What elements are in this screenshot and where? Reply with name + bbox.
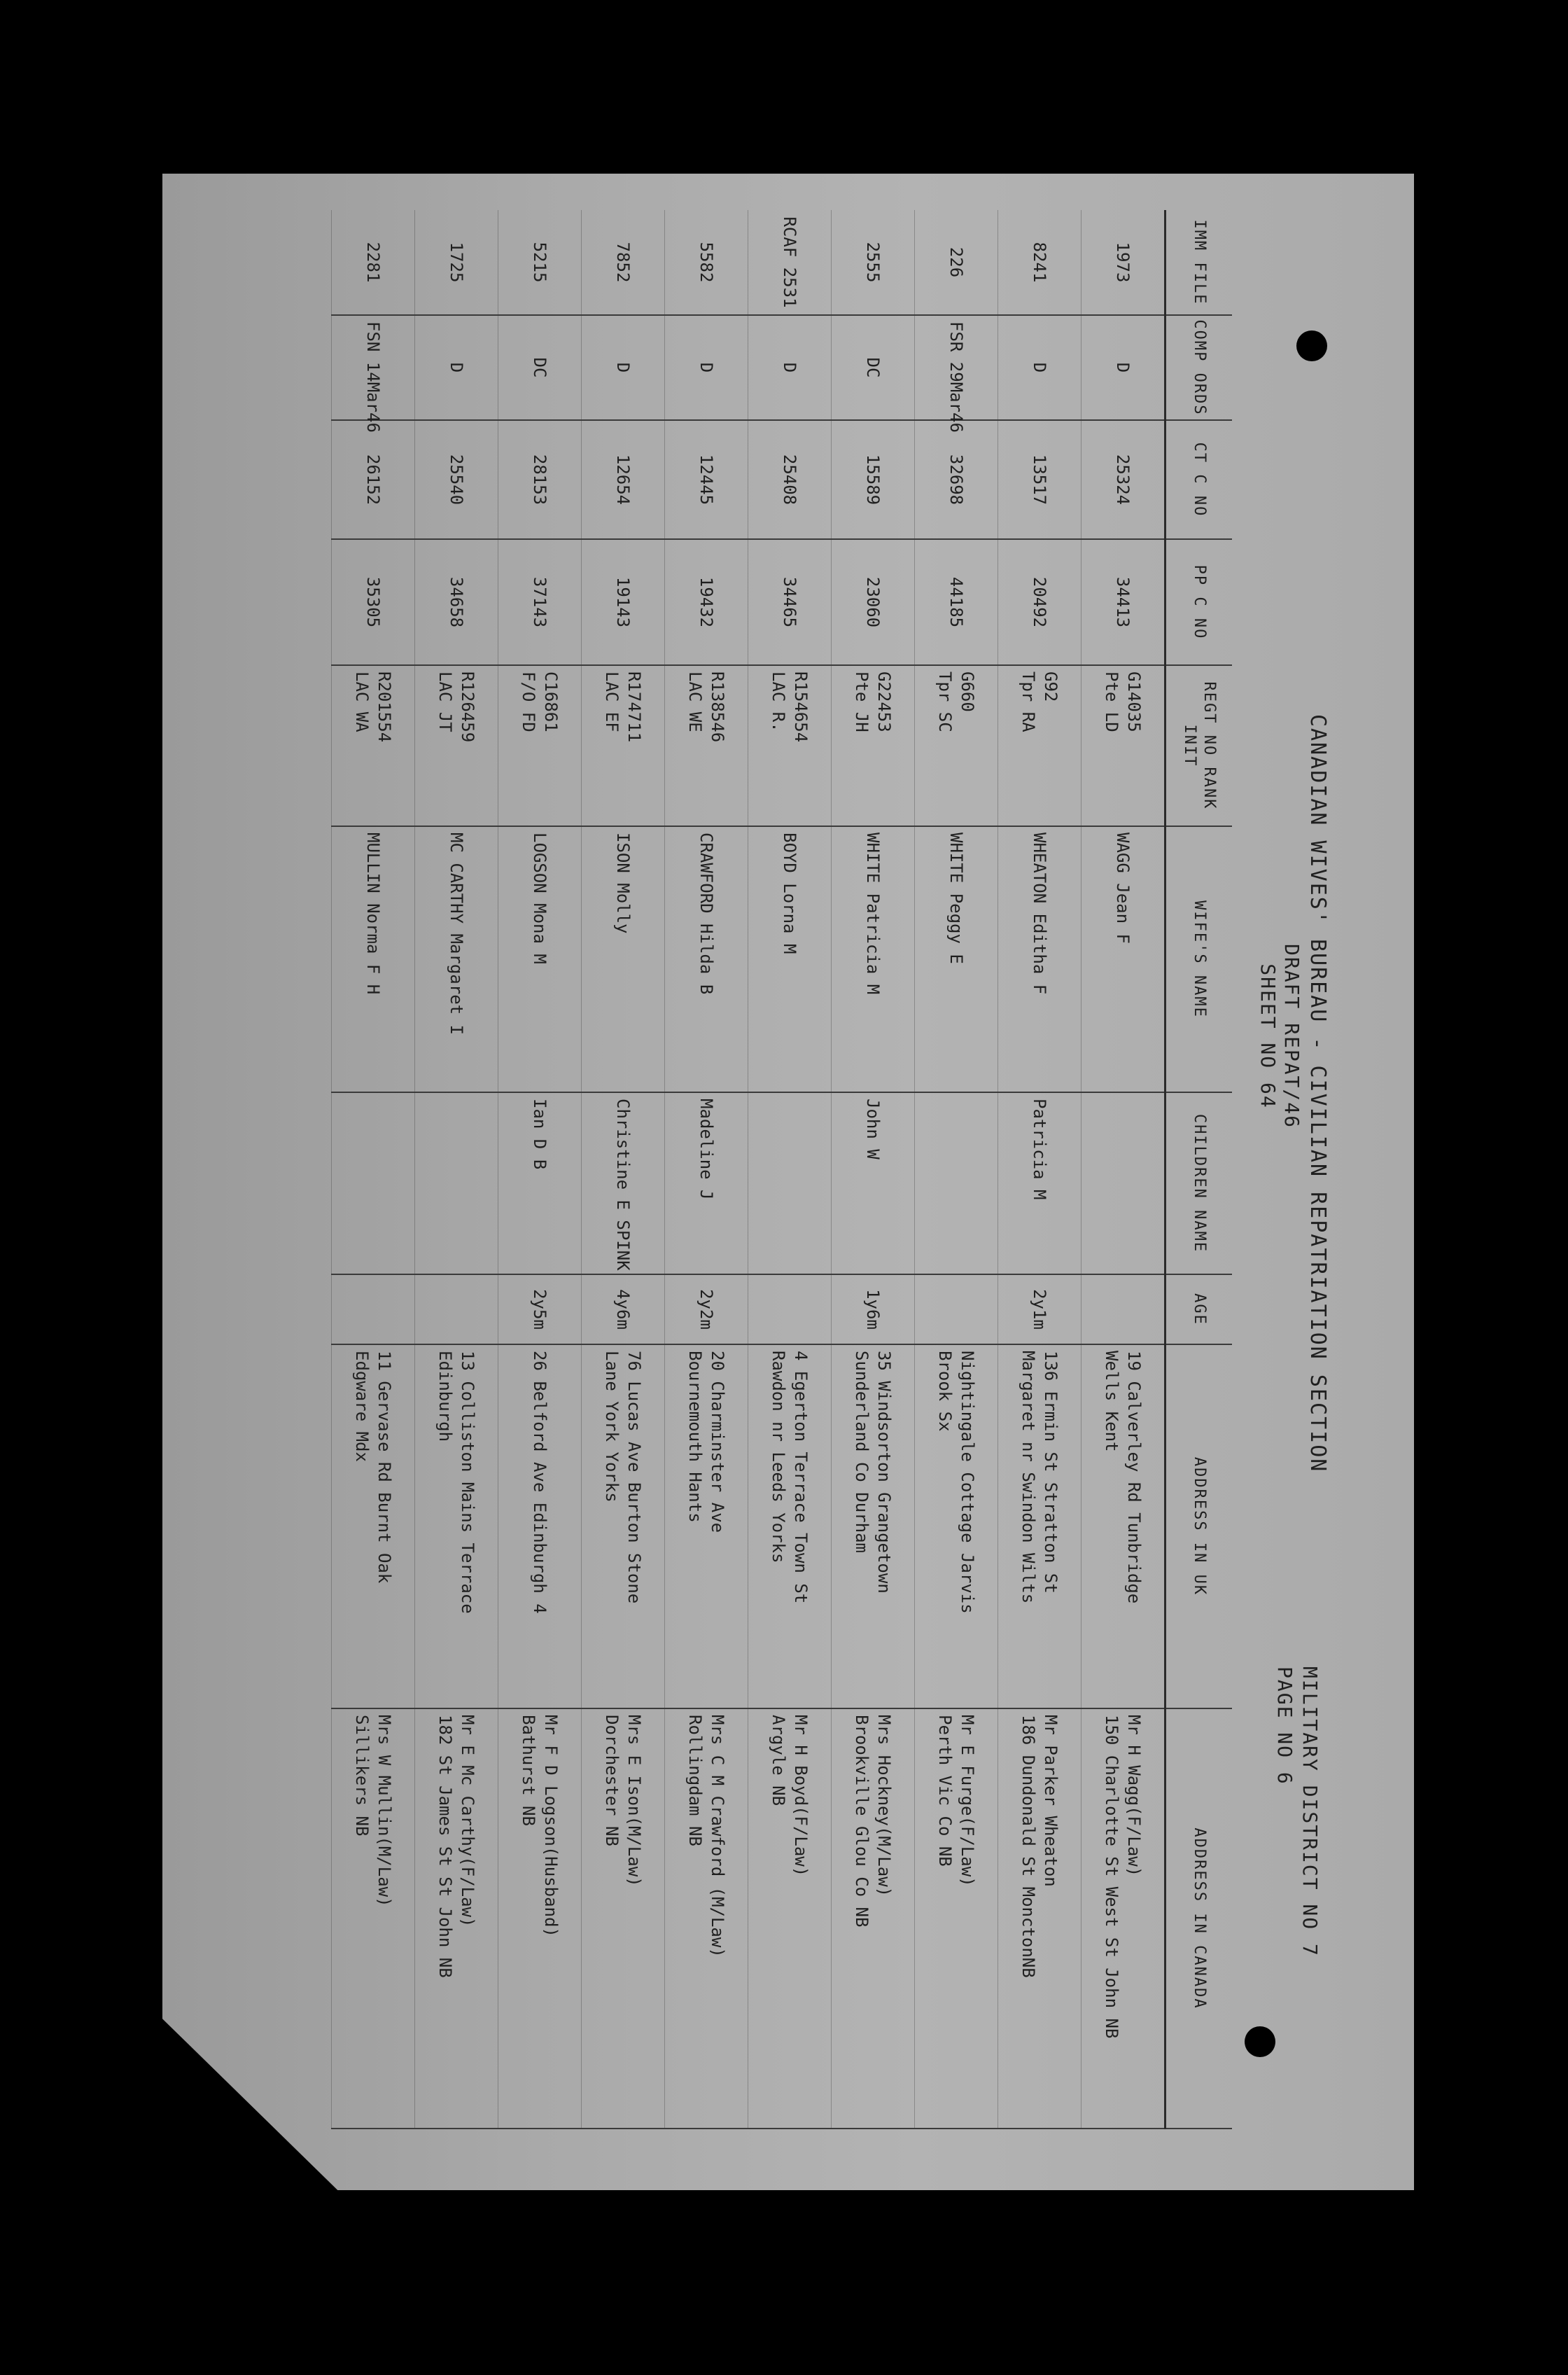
wifes-name-cell [998,826,1082,1092]
ctc-no-text: 13517 [1030,454,1049,506]
address-canada-text: Mr E Mc Carthy(F/Law) [458,1715,477,1928]
comp-ords-cell [332,315,415,433]
address-canada-text: Bathurst NB [519,1715,538,1826]
repatriation-register [168,210,1330,2129]
table-row [415,210,498,2129]
address-uk-text: Lane York Yorks [602,1351,622,1503]
address-canada-text: Mr H Wagg(F/Law) [1124,1715,1144,1877]
address-uk-cell [582,1344,665,1708]
imm-file-cell [415,210,498,315]
address-canada-text: 150 Charlotte St West St John NB [1102,1715,1121,2039]
table-row [832,210,915,2129]
address-canada-text: Sillikers NB [352,1715,372,1837]
address-canada-text: Dorchester NB [602,1715,622,1846]
regt-no-text: LAC R. [769,671,788,732]
address-uk-cell [748,1344,832,1708]
age-cell [415,1274,498,1344]
address-canada-text: Mr Parker Wheaton [1041,1715,1060,1887]
address-canada-text: Rollingdam NB [685,1715,705,1846]
col-children-name: CHILDREN NAME [1166,1092,1233,1274]
wifes-name-text: WHITE Peggy E [946,833,966,964]
age-text: 2y5m [530,1289,550,1330]
regt-no-cell [1082,665,1166,826]
ctc-no-cell [998,420,1082,539]
table-row [1082,210,1166,2129]
ppc-no-cell [832,539,915,665]
age-cell [832,1274,915,1344]
imm-file-cell [915,210,998,315]
regt-no-cell [582,665,665,826]
comp-ords-text: DC [530,357,550,378]
imm-file-cell [1082,210,1166,315]
ctc-no-cell [748,420,832,539]
imm-file-cell [582,210,665,315]
address-canada-text: Mr F D Logson(Husband) [541,1715,561,1937]
address-canada-cell [582,1708,665,2129]
draft-reference: DRAFT REPAT/46 [1280,943,1303,1129]
age-cell [748,1274,832,1344]
address-uk-text: 4 Egerton Terrace Town St [791,1351,811,1604]
address-uk-cell [1082,1344,1166,1708]
address-uk-text: Sunderland Co Durham [852,1351,872,1553]
address-canada-text: Mrs W Mullin(M/Law) [374,1715,394,1907]
wifes-name-text: ISON Molly [613,833,633,934]
sheet-number: SHEET NO 64 [1256,963,1280,1109]
address-canada-cell [998,1708,1082,2129]
address-uk-text: 76 Lucas Ave Burton Stone [624,1351,644,1604]
table-row [498,210,582,2129]
address-uk-text: 13 Colliston Mains Terrace [458,1351,477,1614]
ctc-no-cell [498,420,582,539]
table-row [332,210,415,2129]
wifes-name-cell [748,826,832,1092]
comp-ords-cell [665,315,748,420]
imm-file-cell [498,210,582,315]
address-canada-cell [832,1708,915,2129]
col-imm-file: IMM FILE [1166,210,1233,315]
imm-file-text: 226 [946,246,966,278]
comp-ords-cell [748,315,832,420]
comp-ords-cell [582,315,665,420]
children-name-text: Ian D B [530,1099,550,1170]
ppc-no-text: 35305 [363,576,383,628]
wifes-name-cell [665,826,748,1092]
imm-file-text: 5215 [530,242,550,283]
table-row [915,210,998,2129]
wifes-name-cell [415,826,498,1092]
address-uk-text: Wells Kent [1102,1351,1121,1452]
regt-no-text: C16861 [541,671,561,732]
comp-ords-text: FSR 29Mar46 [946,321,966,433]
address-uk-cell [665,1344,748,1708]
register-table [331,210,1232,2129]
regt-no-cell [915,665,998,826]
children-name-cell [832,1092,915,1274]
ctc-no-text: 12445 [696,454,716,506]
regt-no-text: R174711 [624,671,644,743]
page-number: PAGE NO 6 [1273,1666,1296,1785]
ctc-no-text: 12654 [613,454,633,506]
ctc-no-cell [332,420,415,539]
ppc-no-text: 34465 [780,576,799,628]
table-row [748,210,832,2129]
address-uk-cell [498,1344,582,1708]
address-uk-text: Margaret nr Swindon Wilts [1018,1351,1038,1604]
children-name-cell [998,1092,1082,1274]
regt-no-cell [665,665,748,826]
comp-ords-cell [1082,315,1166,420]
address-uk-text: 19 Calverley Rd Tunbridge [1124,1351,1144,1604]
address-canada-text: Mr E Furge(F/Law) [958,1715,977,1887]
ctc-no-text: 25324 [1113,454,1133,506]
header-row [1166,210,1233,2129]
address-uk-cell [915,1344,998,1708]
address-uk-text: Nightingale Cottage Jarvis [958,1351,977,1614]
comp-ords-text: D [1113,362,1133,373]
address-uk-text: Bournemouth Hants [685,1351,705,1523]
children-name-text: Patricia M [1030,1099,1049,1200]
children-name-cell [332,1092,415,1274]
regt-no-text: Pte JH [852,671,872,732]
imm-file-cell [332,210,415,315]
imm-file-text: 2555 [863,242,883,283]
ctc-no-text: 26152 [363,454,383,506]
address-canada-text: Mrs C M Crawford (M/Law) [708,1715,727,1958]
ppc-no-text: 37143 [530,576,550,628]
ppc-no-text: 19143 [613,576,633,628]
address-uk-text: Edgware Mdx [352,1351,372,1462]
address-uk-text: 35 Windsorton Grangetown [874,1351,894,1594]
wifes-name-cell [332,826,415,1092]
imm-file-text: 7852 [613,242,633,283]
age-text: 2y2m [696,1289,716,1330]
imm-file-text: 8241 [1030,242,1049,283]
regt-no-text: Tpr SC [935,671,955,732]
ppc-no-cell [1082,539,1166,665]
comp-ords-cell [498,315,582,420]
wifes-name-cell [1082,826,1166,1092]
ppc-no-cell [748,539,832,665]
col-address-canada: ADDRESS IN CANADA [1166,1708,1233,2129]
regt-no-text: Pte LD [1102,671,1121,732]
wifes-name-text: WHITE Patricia M [863,833,883,995]
wifes-name-cell [832,826,915,1092]
col-ppc-no: PP C NO [1166,539,1233,665]
wifes-name-text: LOGSON Mona M [530,833,550,964]
imm-file-text: 1973 [1113,242,1133,283]
children-name-cell [665,1092,748,1274]
age-cell [1082,1274,1166,1344]
address-canada-cell [415,1708,498,2129]
ctc-no-text: 28153 [530,454,550,506]
ctc-no-cell [1082,420,1166,539]
imm-file-text: RCAF 2531 [780,216,799,308]
comp-ords-text: D [447,362,466,373]
age-text: 1y6m [863,1289,883,1330]
comp-ords-text: D [1030,362,1049,373]
address-canada-cell [498,1708,582,2129]
ctc-no-text: 25540 [447,454,466,506]
col-address-uk: ADDRESS IN UK [1166,1344,1233,1708]
children-name-cell [498,1092,582,1274]
wifes-name-cell [498,826,582,1092]
document-title: CANADIAN WIVES' BUREAU - CIVILIAN REPATRIATION SECTION [1306,714,1330,1473]
imm-file-cell [665,210,748,315]
address-canada-text: Perth Vic Co NB [935,1715,955,1867]
ppc-no-text: 34413 [1113,576,1133,628]
address-uk-cell [332,1344,415,1708]
imm-file-cell [748,210,832,315]
imm-file-cell [998,210,1082,315]
col-regt-no: REGT NO RANK INIT [1166,665,1233,826]
ctc-no-cell [415,420,498,539]
wifes-name-text: MC CARTHY Margaret I [447,833,466,1035]
address-canada-text: Brookville Glou Co NB [852,1715,872,1928]
comp-ords-text: D [696,362,716,373]
ppc-no-cell [665,539,748,665]
col-wifes-name: WIFE'S NAME [1166,826,1233,1092]
regt-no-text: LAC WE [685,671,705,732]
ppc-no-cell [332,539,415,665]
ppc-no-text: 19432 [696,576,716,628]
comp-ords-cell [998,315,1082,420]
address-canada-text: Mrs E Ison(M/Law) [624,1715,644,1887]
age-cell [498,1274,582,1344]
ctc-no-cell [582,420,665,539]
address-canada-text: 182 St James St St John NB [435,1715,455,1978]
regt-no-cell [832,665,915,826]
children-name-cell [415,1092,498,1274]
age-cell [915,1274,998,1344]
ppc-no-cell [498,539,582,665]
regt-no-text: G660 [958,671,977,712]
ppc-no-cell [582,539,665,665]
regt-no-text: R201554 [374,671,394,743]
col-age: AGE [1166,1274,1233,1344]
address-uk-cell [998,1344,1082,1708]
regt-no-text: R154654 [791,671,811,743]
imm-file-text: 5582 [696,242,716,283]
regt-no-text: Tpr RA [1018,671,1038,732]
wifes-name-text: CRAWFORD Hilda B [696,833,716,995]
comp-ords-cell [415,315,498,420]
address-canada-text: Mr H Boyd(F/Law) [791,1715,811,1877]
comp-ords-text: FSN 14Mar46 [363,321,383,433]
register-body [332,210,1166,2129]
wifes-name-cell [582,826,665,1092]
wifes-name-text: WAGG Jean F [1113,833,1133,944]
regt-no-text: R138546 [708,671,727,743]
age-cell [998,1274,1082,1344]
children-name-text: John W [863,1099,883,1159]
children-name-text: Christine E SPINK [613,1099,633,1271]
wifes-name-cell [915,826,998,1092]
comp-ords-text: D [780,362,799,373]
table-row [582,210,665,2129]
ctc-no-text: 15589 [863,454,883,506]
ppc-no-text: 44185 [946,576,966,628]
wifes-name-text: WHEATON Editha F [1030,833,1049,995]
regt-no-text: G14035 [1124,671,1144,732]
table-row [998,210,1082,2129]
age-cell [332,1274,415,1344]
address-uk-text: 136 Ermin St Stratton St [1041,1351,1060,1594]
address-uk-text: Rawdon nr Leeds Yorks [769,1351,788,1563]
address-uk-text: Brook Sx [935,1351,955,1432]
age-text: 2y1m [1030,1289,1049,1330]
regt-no-cell [415,665,498,826]
regt-no-cell [332,665,415,826]
address-canada-text: 186 Dundonald St MonctonNB [1018,1715,1038,1978]
comp-ords-text: D [613,362,633,373]
address-canada-cell [915,1708,998,2129]
imm-file-text: 1725 [447,242,466,283]
imm-file-cell [832,210,915,315]
regt-no-text: G92 [1041,671,1060,702]
ppc-no-cell [998,539,1082,665]
regt-no-cell [748,665,832,826]
children-name-cell [582,1092,665,1274]
address-uk-cell [415,1344,498,1708]
children-name-text: Madeline J [696,1099,716,1200]
regt-no-text: LAC WA [352,671,372,732]
wifes-name-text: BOYD Lorna M [780,833,799,954]
age-cell [665,1274,748,1344]
regt-no-text: R126459 [458,671,477,743]
wifes-name-text: MULLIN Norma F H [363,833,383,995]
ctc-no-cell [665,420,748,539]
regt-no-cell [498,665,582,826]
ctc-no-text: 32698 [946,454,966,506]
regt-no-text: F/O FD [519,671,538,732]
ppc-no-cell [915,539,998,665]
table-row [665,210,748,2129]
imm-file-text: 2281 [363,242,383,283]
address-canada-cell [748,1708,832,2129]
ppc-no-text: 23060 [863,576,883,628]
regt-no-text: LAC JT [435,671,455,732]
children-name-cell [748,1092,832,1274]
ppc-no-text: 20492 [1030,576,1049,628]
address-canada-cell [332,1708,415,2129]
regt-no-text: LAC EF [602,671,622,732]
ctc-no-cell [915,420,998,539]
address-uk-text: Edinburgh [435,1351,455,1442]
address-uk-text: 20 Charminster Ave [708,1351,727,1533]
children-name-cell [915,1092,998,1274]
col-ctc-no: CT C NO [1166,420,1233,539]
regt-no-text: G22453 [874,671,894,732]
regt-no-cell [998,665,1082,826]
col-comp-ords: COMP ORDS [1166,315,1233,420]
military-district: MILITARY DISTRICT NO 7 [1298,1666,1322,1957]
address-canada-cell [1082,1708,1166,2129]
age-cell [582,1274,665,1344]
comp-ords-text: DC [863,357,883,378]
comp-ords-cell [832,315,915,420]
ctc-no-cell [832,420,915,539]
ppc-no-cell [415,539,498,665]
age-text: 4y6m [613,1289,633,1330]
ppc-no-text: 34658 [447,576,466,628]
address-uk-cell [832,1344,915,1708]
ctc-no-text: 25408 [780,454,799,506]
comp-ords-cell [915,315,998,433]
children-name-cell [1082,1092,1166,1274]
address-uk-text: 11 Gervase Rd Burnt Oak [374,1351,394,1584]
address-canada-text: Mrs Hockney(M/Law) [874,1715,894,1897]
address-canada-text: Argyle NB [769,1715,788,1806]
address-canada-cell [665,1708,748,2129]
address-uk-text: 26 Belford Ave Edinburgh 4 [530,1351,550,1614]
